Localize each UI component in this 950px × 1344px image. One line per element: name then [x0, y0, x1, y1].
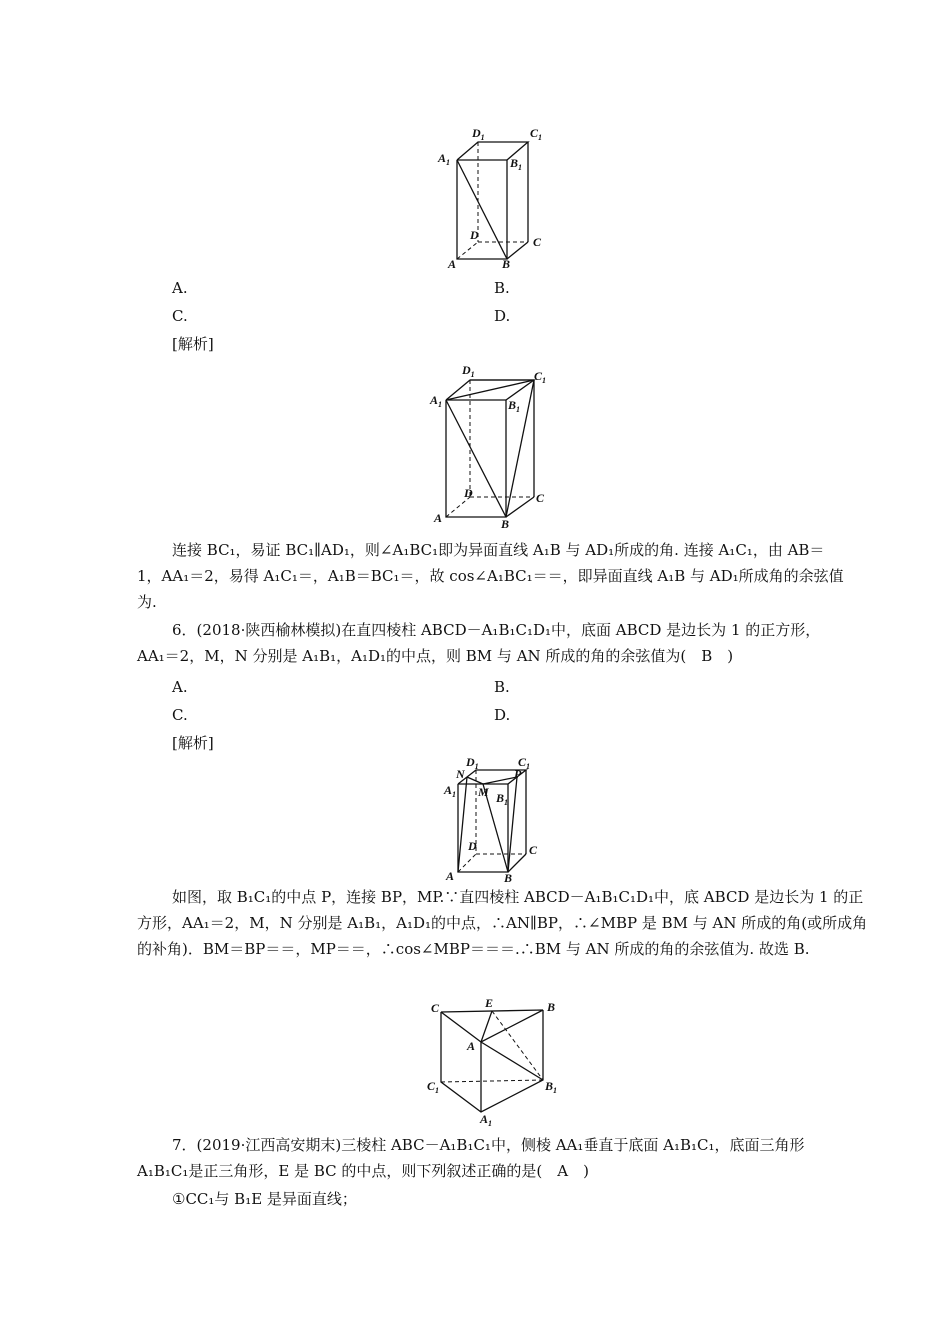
svg-text:C1: $C_1$ — [427, 1079, 440, 1095]
q5-solution-line-3: 为. — [137, 593, 157, 611]
svg-text:A1: $A_1$ — [430, 393, 443, 409]
q7-stem-line-2: A₁B₁C₁是正三角形，E 是 BC 的中点，则下列叙述正确的是( A ) — [137, 1162, 589, 1180]
svg-text:A1: $A_1$ — [444, 783, 457, 799]
svg-text:B: B — [502, 257, 511, 271]
svg-text:C1: $C_1$ — [534, 369, 547, 385]
svg-text:B: B — [501, 517, 510, 531]
svg-text:D1: $D_1$ — [462, 363, 475, 379]
figure-triangular-prism-q7 — [425, 996, 565, 1128]
svg-text:D1: $D_1$ — [466, 755, 479, 771]
svg-text:A: A — [467, 1039, 476, 1053]
svg-text:A: A — [446, 869, 455, 883]
svg-text:B1: $B_1$ — [508, 398, 521, 414]
q7-item-1: ①CC₁与 B₁E 是异面直线； — [172, 1190, 357, 1208]
svg-text:D1: $D_1$ — [472, 126, 485, 142]
q5-option-d: D. — [494, 307, 511, 325]
svg-text:A1: $A_1$ — [480, 1112, 493, 1128]
q5-analysis-label: [解析] — [172, 335, 214, 353]
q6-option-c: C. — [172, 706, 188, 724]
svg-text:D: D — [468, 839, 477, 853]
svg-text:D: D — [464, 486, 473, 500]
q6-option-b: B. — [494, 678, 510, 696]
q5-option-a: A. — [172, 279, 188, 297]
svg-text:A: A — [434, 511, 443, 525]
q5-solution-line-2: 1，AA₁＝2，易得 A₁C₁＝，A₁B＝BC₁＝，故 cos∠A₁BC₁＝＝，即异面直线 A₁B 与 AD₁所成角的余弦值 — [137, 567, 844, 585]
svg-text:C1: $C_1$ — [530, 126, 543, 142]
q5-solution-line-1: 连接 BC₁，易证 BC₁∥AD₁，则∠A₁BC₁即为异面直线 A₁B 与 AD₁所成的角. 连接 A₁C₁，由 AB＝ — [172, 541, 825, 559]
q6-option-d: D. — [494, 706, 511, 724]
svg-text:B1: $B_1$ — [545, 1079, 558, 1095]
figure-prism-solution-q5 — [428, 362, 563, 532]
q6-analysis-label: [解析] — [172, 734, 214, 752]
q6-stem-line-1: 6．(2018·陕西榆林模拟)在直四棱柱 ABCD－A₁B₁C₁D₁中，底面 ABCD 是边长为 1 的正方形， — [172, 621, 821, 639]
svg-text:N: N — [456, 767, 465, 781]
q6-solution-line-3: 的补角)．BM＝BP＝＝，MP＝＝，∴cos∠MBP＝＝＝.∴BM 与 AN 所成的角的余弦值为. 故选 B. — [137, 940, 810, 958]
svg-text:C1: $C_1$ — [518, 755, 531, 771]
q6-stem-line-2: AA₁＝2，M，N 分别是 A₁B₁，A₁D₁的中点，则 BM 与 AN 所成的角的余弦值为( B ) — [137, 647, 734, 665]
figure-prism-q6 — [438, 754, 553, 884]
svg-text:B: B — [547, 1000, 556, 1014]
svg-text:E: E — [485, 996, 494, 1010]
svg-text:B1: $B_1$ — [510, 156, 523, 172]
svg-text:M: M — [478, 785, 489, 799]
svg-text:A: A — [448, 257, 457, 271]
q6-option-a: A. — [172, 678, 188, 696]
q5-option-c: C. — [172, 307, 188, 325]
q7-stem-line-1: 7．(2019·江西高安期末)三棱柱 ABC－A₁B₁C₁中，侧棱 AA₁垂直于底面 A₁B₁C₁，底面三角形 — [172, 1136, 805, 1154]
svg-text:B1: $B_1$ — [496, 791, 509, 807]
q5-option-b: B. — [494, 279, 510, 297]
svg-text:C: C — [536, 491, 545, 505]
q6-solution-line-2: 方形，AA₁＝2，M，N 分别是 A₁B₁，A₁D₁的中点，∴AN∥BP，∴∠MBP 是 BM 与 AN 所成的角(或所成角 — [137, 914, 868, 932]
svg-text:A1: $A_1$ — [438, 151, 451, 167]
q6-solution-line-1: 如图，取 B₁C₁的中点 P，连接 BP，MP.∵直四棱柱 ABCD－A₁B₁C₁D₁中，底 ABCD 是边长为 1 的正 — [172, 888, 864, 906]
figure-prism-q5 — [430, 122, 550, 272]
svg-text:C: C — [529, 843, 538, 857]
svg-text:C: C — [533, 235, 542, 249]
svg-text:B: B — [504, 871, 513, 885]
svg-text:D: D — [470, 228, 479, 242]
svg-text:C: C — [431, 1001, 440, 1015]
svg-text:P: P — [514, 767, 522, 781]
